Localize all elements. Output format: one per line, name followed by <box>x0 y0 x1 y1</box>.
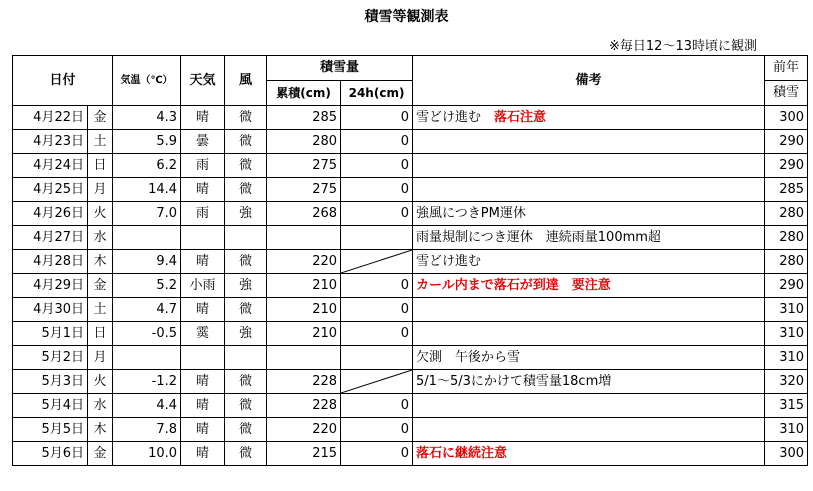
header-prev-line1: 前年 <box>765 56 808 81</box>
day-of-week-cell: 水 <box>88 394 113 418</box>
remark-text: 強風につきPM運休 <box>416 206 526 221</box>
temperature-cell: -0.5 <box>113 322 181 346</box>
remarks-cell <box>413 202 765 226</box>
remarks-cell <box>413 154 765 178</box>
remark-warning-text: 落石に継続注意 <box>416 446 508 461</box>
snow-24h-cell: 0 <box>341 322 413 346</box>
previous-year-snow-cell: 310 <box>765 298 808 322</box>
header-weather: 天気 <box>181 56 225 106</box>
temperature-cell: 10.0 <box>113 442 181 466</box>
remarks-cell <box>413 370 765 394</box>
day-of-week-cell: 日 <box>88 322 113 346</box>
date-cell: 4月22日 <box>13 106 88 130</box>
snow-24h-cell: 0 <box>341 106 413 130</box>
remarks-cell <box>413 250 765 274</box>
snow-24h-cell: 0 <box>341 154 413 178</box>
remark-text: 欠測 午後から雪 <box>416 350 521 365</box>
day-of-week-cell: 月 <box>88 178 113 202</box>
day-of-week-cell: 木 <box>88 418 113 442</box>
cumulative-snow-cell: 228 <box>267 370 341 394</box>
wind-cell: 微 <box>225 154 267 178</box>
date-cell: 5月4日 <box>13 394 88 418</box>
wind-cell <box>225 346 267 370</box>
temperature-cell: 4.7 <box>113 298 181 322</box>
wind-cell: 微 <box>225 370 267 394</box>
table-row <box>13 346 808 370</box>
remark-text: 雪どけ進む <box>416 110 495 125</box>
header-temp: 気温（℃） <box>113 56 181 106</box>
date-cell: 4月23日 <box>13 130 88 154</box>
snow-24h-cell: 0 <box>341 202 413 226</box>
table-row <box>13 298 808 322</box>
date-cell: 5月6日 <box>13 442 88 466</box>
day-of-week-cell: 木 <box>88 250 113 274</box>
temperature-cell: 5.2 <box>113 274 181 298</box>
weather-cell: 晴 <box>181 370 225 394</box>
page-title: 積雪等観測表 <box>364 9 449 25</box>
date-cell: 5月2日 <box>13 346 88 370</box>
temperature-cell: 7.0 <box>113 202 181 226</box>
previous-year-snow-cell: 290 <box>765 274 808 298</box>
cumulative-snow-cell: 268 <box>267 202 341 226</box>
remarks-cell <box>413 394 765 418</box>
cumulative-snow-cell: 215 <box>267 442 341 466</box>
cumulative-snow-cell: 210 <box>267 298 341 322</box>
previous-year-snow-cell: 280 <box>765 250 808 274</box>
temperature-cell: 5.9 <box>113 130 181 154</box>
weather-cell: 晴 <box>181 442 225 466</box>
previous-year-snow-cell: 280 <box>765 202 808 226</box>
date-cell: 4月25日 <box>13 178 88 202</box>
header-remarks: 備考 <box>413 56 765 106</box>
cumulative-snow-cell: 210 <box>267 274 341 298</box>
temperature-cell: 6.2 <box>113 154 181 178</box>
temperature-cell: 14.4 <box>113 178 181 202</box>
snow-24h-cell: 0 <box>341 442 413 466</box>
table-row <box>13 106 808 130</box>
previous-year-snow-cell: 310 <box>765 418 808 442</box>
previous-year-snow-cell: 300 <box>765 442 808 466</box>
weather-cell: 晴 <box>181 394 225 418</box>
weather-cell: 晴 <box>181 298 225 322</box>
cumulative-snow-cell: 210 <box>267 322 341 346</box>
cumulative-snow-cell <box>267 226 341 250</box>
wind-cell: 微 <box>225 442 267 466</box>
weather-cell: 曇 <box>181 130 225 154</box>
cumulative-snow-cell: 220 <box>267 418 341 442</box>
snow-24h-cell: 0 <box>341 178 413 202</box>
previous-year-snow-cell: 315 <box>765 394 808 418</box>
day-of-week-cell: 火 <box>88 370 113 394</box>
date-cell: 4月30日 <box>13 298 88 322</box>
cumulative-snow-cell <box>267 346 341 370</box>
remark-warning-text: カール内まで落石が到達 要注意 <box>416 278 611 293</box>
snow-24h-cell <box>341 250 413 274</box>
table-row <box>13 130 808 154</box>
wind-cell: 強 <box>225 274 267 298</box>
remarks-cell <box>413 274 765 298</box>
date-cell: 5月1日 <box>13 322 88 346</box>
weather-cell <box>181 226 225 250</box>
previous-year-snow-cell: 300 <box>765 106 808 130</box>
previous-year-snow-cell: 290 <box>765 154 808 178</box>
snow-24h-cell <box>341 346 413 370</box>
weather-cell: 晴 <box>181 250 225 274</box>
day-of-week-cell: 水 <box>88 226 113 250</box>
temperature-cell: 4.4 <box>113 394 181 418</box>
header-snow: 積雪量 <box>267 56 413 81</box>
header-prev-line2: 積雪 <box>765 81 808 106</box>
remarks-cell <box>413 322 765 346</box>
previous-year-snow-cell: 285 <box>765 178 808 202</box>
cumulative-snow-cell: 275 <box>267 154 341 178</box>
day-of-week-cell: 土 <box>88 130 113 154</box>
table-row <box>13 394 808 418</box>
day-of-week-cell: 金 <box>88 106 113 130</box>
wind-cell: 微 <box>225 130 267 154</box>
previous-year-snow-cell: 310 <box>765 322 808 346</box>
table-row <box>13 202 808 226</box>
remark-text: 雪どけ進む <box>416 254 482 269</box>
wind-cell <box>225 226 267 250</box>
wind-cell: 強 <box>225 322 267 346</box>
no-data-diagonal <box>341 250 412 273</box>
date-cell: 5月5日 <box>13 418 88 442</box>
table-row <box>13 322 808 346</box>
cumulative-snow-cell: 228 <box>267 394 341 418</box>
temperature-cell: 9.4 <box>113 250 181 274</box>
header-24h: 24h(cm) <box>341 81 413 106</box>
snow-24h-cell: 0 <box>341 130 413 154</box>
day-of-week-cell: 火 <box>88 202 113 226</box>
wind-cell: 微 <box>225 298 267 322</box>
remark-text: 雨量規制につき運休 連続雨量100mm超 <box>416 230 661 245</box>
day-of-week-cell: 金 <box>88 274 113 298</box>
wind-cell: 微 <box>225 178 267 202</box>
remark-text: 5/1～5/3にかけて積雪量18cm増 <box>416 374 612 389</box>
date-cell: 5月3日 <box>13 370 88 394</box>
date-cell: 4月24日 <box>13 154 88 178</box>
table-row <box>13 442 808 466</box>
remarks-cell <box>413 226 765 250</box>
temperature-cell <box>113 226 181 250</box>
previous-year-snow-cell: 320 <box>765 370 808 394</box>
table-body <box>13 106 808 466</box>
remarks-cell <box>413 178 765 202</box>
cumulative-snow-cell: 220 <box>267 250 341 274</box>
snow-24h-cell <box>341 226 413 250</box>
snow-24h-cell: 0 <box>341 274 413 298</box>
temperature-cell: -1.2 <box>113 370 181 394</box>
wind-cell: 強 <box>225 202 267 226</box>
remark-warning-text: 落石注意 <box>494 110 547 125</box>
remarks-cell <box>413 106 765 130</box>
snow-observation-table <box>12 55 808 466</box>
weather-cell <box>181 346 225 370</box>
table-row <box>13 178 808 202</box>
weather-cell: 霙 <box>181 322 225 346</box>
weather-cell: 晴 <box>181 418 225 442</box>
table-row <box>13 250 808 274</box>
wind-cell: 微 <box>225 250 267 274</box>
day-of-week-cell: 土 <box>88 298 113 322</box>
remarks-cell <box>413 298 765 322</box>
weather-cell: 雨 <box>181 202 225 226</box>
table-row <box>13 274 808 298</box>
weather-cell: 晴 <box>181 178 225 202</box>
temperature-cell: 7.8 <box>113 418 181 442</box>
snow-24h-cell: 0 <box>341 298 413 322</box>
wind-cell: 微 <box>225 418 267 442</box>
weather-cell: 雨 <box>181 154 225 178</box>
table-row <box>13 418 808 442</box>
previous-year-snow-cell: 280 <box>765 226 808 250</box>
date-cell: 4月29日 <box>13 274 88 298</box>
observation-note: ※毎日12～13時頃に観測 <box>609 39 757 54</box>
cumulative-snow-cell: 275 <box>267 178 341 202</box>
remarks-cell <box>413 418 765 442</box>
temperature-cell <box>113 346 181 370</box>
previous-year-snow-cell: 310 <box>765 346 808 370</box>
table-row <box>13 226 808 250</box>
header-wind: 風 <box>225 56 267 106</box>
remarks-cell <box>413 130 765 154</box>
snow-24h-cell <box>341 370 413 394</box>
day-of-week-cell: 月 <box>88 346 113 370</box>
previous-year-snow-cell: 290 <box>765 130 808 154</box>
no-data-diagonal <box>341 370 412 393</box>
snow-24h-cell: 0 <box>341 418 413 442</box>
table-row <box>13 154 808 178</box>
remarks-cell <box>413 442 765 466</box>
header-cumulative: 累積(cm) <box>267 81 341 106</box>
snow-24h-cell: 0 <box>341 394 413 418</box>
remarks-cell <box>413 346 765 370</box>
date-cell: 4月27日 <box>13 226 88 250</box>
table-row <box>13 370 808 394</box>
cumulative-snow-cell: 285 <box>267 106 341 130</box>
day-of-week-cell: 金 <box>88 442 113 466</box>
wind-cell: 微 <box>225 106 267 130</box>
temperature-cell: 4.3 <box>113 106 181 130</box>
date-cell: 4月28日 <box>13 250 88 274</box>
date-cell: 4月26日 <box>13 202 88 226</box>
weather-cell: 晴 <box>181 106 225 130</box>
day-of-week-cell: 日 <box>88 154 113 178</box>
wind-cell: 微 <box>225 394 267 418</box>
weather-cell: 小雨 <box>181 274 225 298</box>
header-date: 日付 <box>13 56 113 106</box>
cumulative-snow-cell: 280 <box>267 130 341 154</box>
